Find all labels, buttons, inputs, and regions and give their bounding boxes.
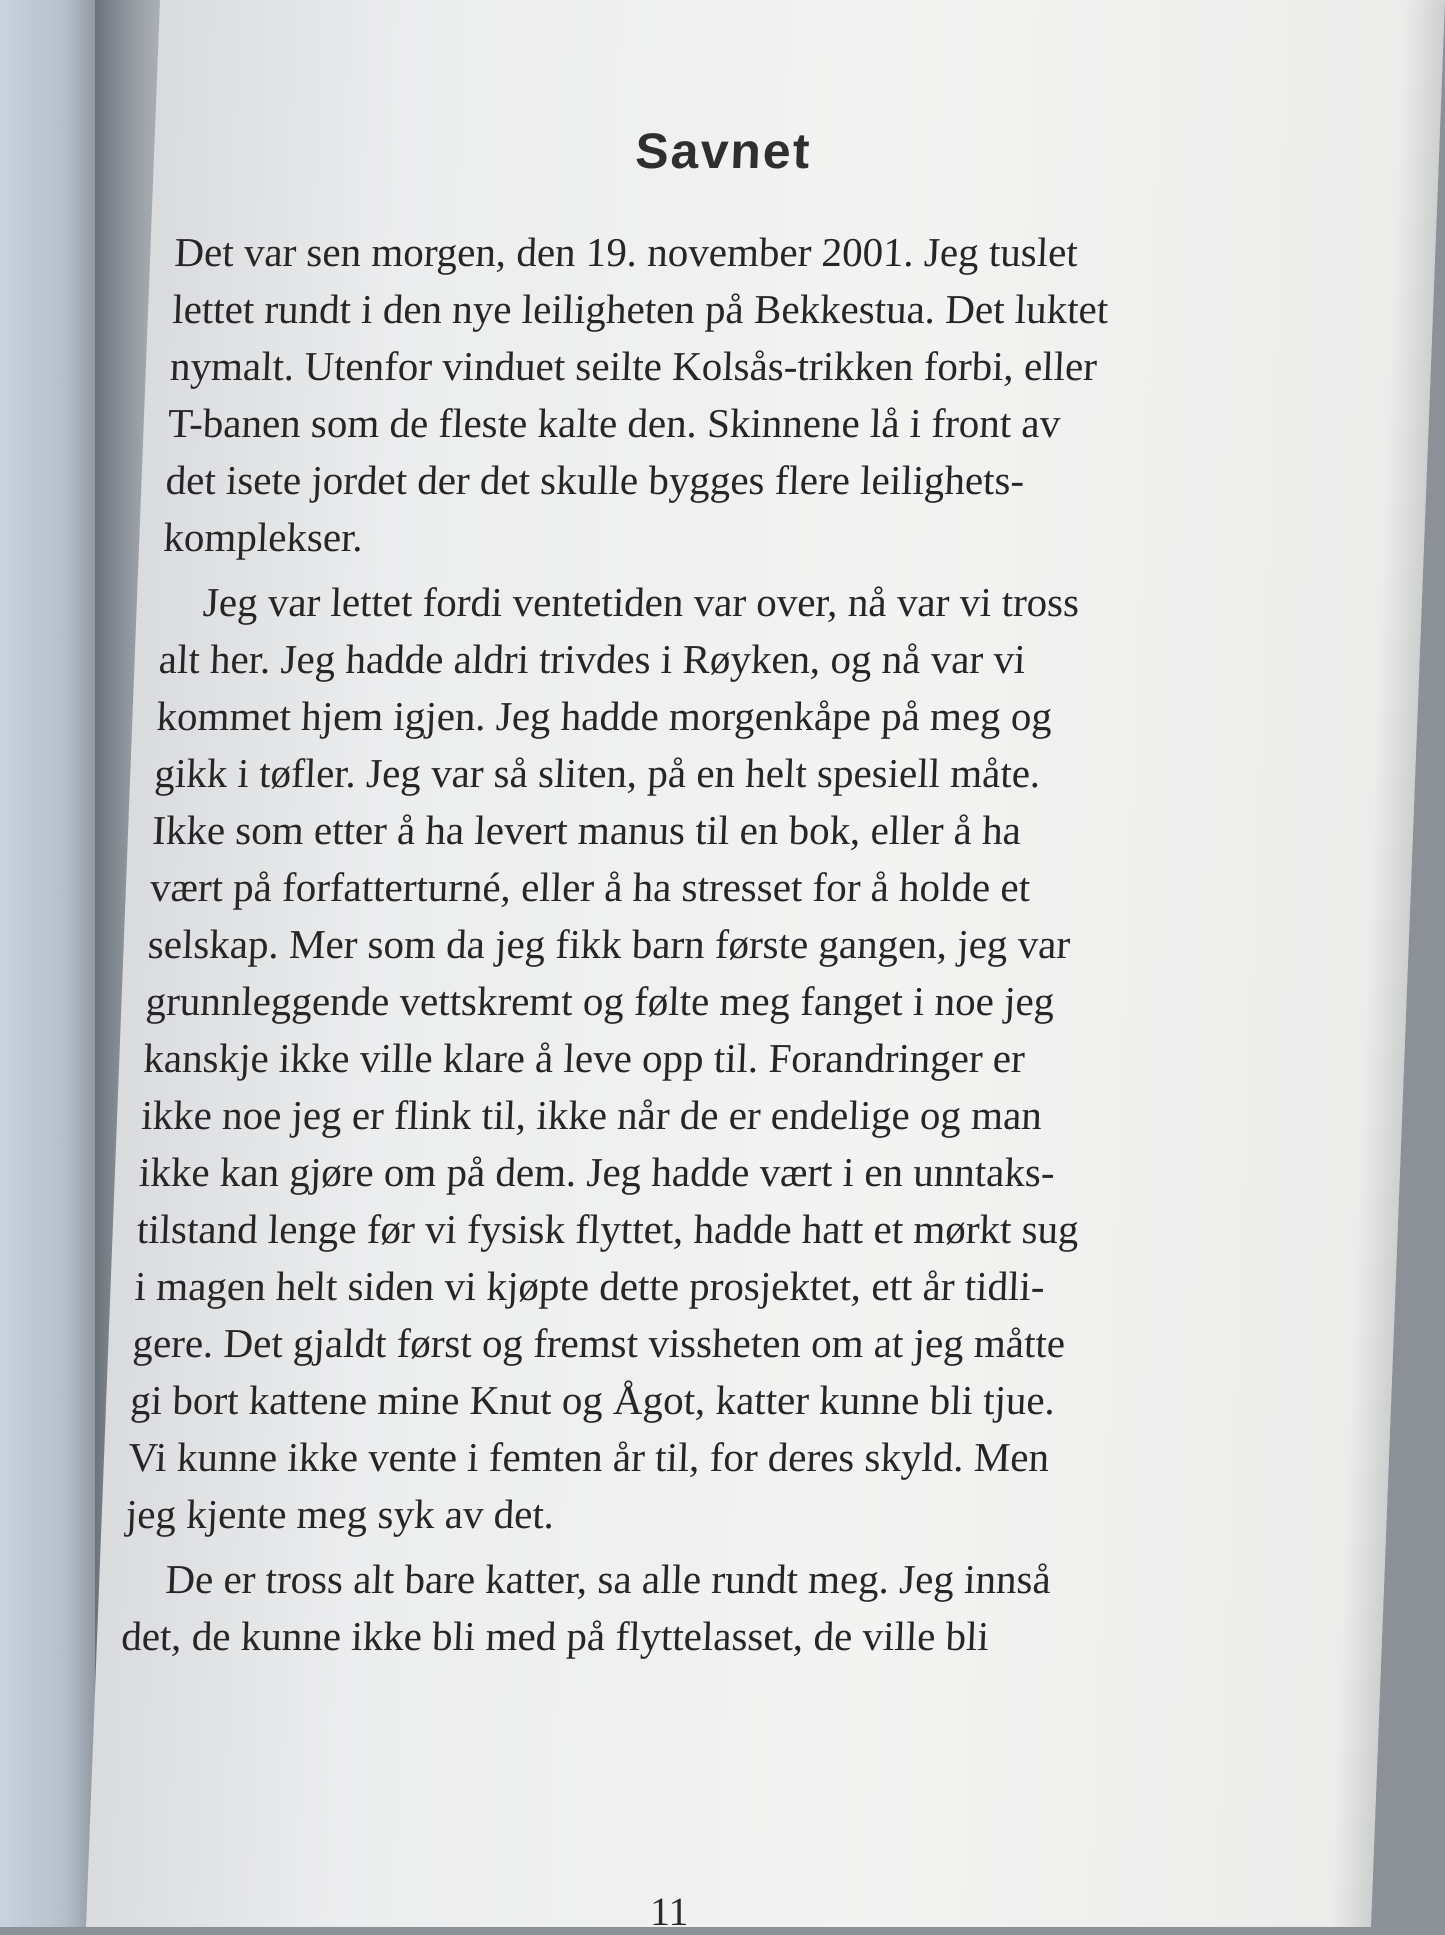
paragraph-2	[125, 574, 1252, 1543]
text-line: ikke kan gjøre om på dem. Jeg hadde vært i en unntaks-	[138, 1149, 1056, 1195]
text-line: tilstand lenge før vi fysisk flyttet, hadde hatt et mørkt sug	[136, 1206, 1080, 1252]
text-line: gikk i tøfler. Jeg var så sliten, på en helt spesiell måte.	[153, 750, 1042, 796]
text-line: kanskje ikke ville klare å leve opp til. Forandringer er	[142, 1035, 1026, 1081]
text-line: det isete jordet der det skulle bygges flere leilighets-	[164, 457, 1026, 503]
chapter-title: Savnet	[634, 123, 813, 179]
page-edge-shadow	[1331, 0, 1445, 1927]
text-line: vært på forfatterturné, eller å ha stresset for å holde et	[149, 864, 1032, 910]
text-line: jeg kjente meg syk av det.	[125, 1491, 556, 1537]
text-line: grunnleggende vettskremt og følte meg fanget i noe jeg	[144, 978, 1056, 1024]
text-line: Ikke som etter å ha levert manus til en bok, eller å ha	[151, 807, 1022, 853]
text-line: gere. Det gjaldt først og fremst vissheten om at jeg måtte	[131, 1320, 1067, 1366]
text-line: ikke noe jeg er flink til, ikke når de er endelige og man	[140, 1092, 1043, 1138]
text-line: gi bort kattene mine Knut og Ågot, katter kunne bli tjue.	[129, 1377, 1056, 1423]
text-line: det, de kunne ikke bli med på flyttelasset, de ville bli	[120, 1613, 990, 1659]
text-line: lettet rundt i den nye leiligheten på Bekkestua. Det luktet	[171, 286, 1110, 332]
text-line: T-banen som de fleste kalte den. Skinnene lå i front av	[167, 400, 1062, 446]
desk-background	[0, 0, 110, 1927]
text-line: selskap. Mer som da jeg fikk barn første gangen, jeg var	[147, 921, 1072, 967]
text-line: Det var sen morgen, den 19. november 2001. Jeg tuslet	[173, 229, 1079, 275]
paragraph-1	[162, 224, 1265, 566]
text-line: alt her. Jeg hadde aldri trivdes i Røyken, og nå var vi	[158, 636, 1027, 682]
text-line: Jeg var lettet fordi ventetiden var over, nå var vi tross	[202, 579, 1081, 625]
page-number: 11	[650, 1889, 689, 1934]
text-line: De er tross alt bare katter, sa alle rundt meg. Jeg innså	[164, 1556, 1052, 1602]
text-line: kommet hjem igjen. Jeg hadde morgenkåpe på meg og	[155, 693, 1053, 739]
paragraph-3	[120, 1551, 1214, 1665]
text-line: komplekser.	[162, 514, 364, 560]
text-line: nymalt. Utenfor vinduet seilte Kolsås-trikken forbi, eller	[169, 343, 1098, 389]
text-line: Vi kunne ikke vente i femten år til, for deres skyld. Men	[127, 1434, 1051, 1480]
page-content	[120, 110, 1270, 1665]
text-line: i magen helt siden vi kjøpte dette prosjektet, ett år tidli-	[133, 1263, 1046, 1309]
